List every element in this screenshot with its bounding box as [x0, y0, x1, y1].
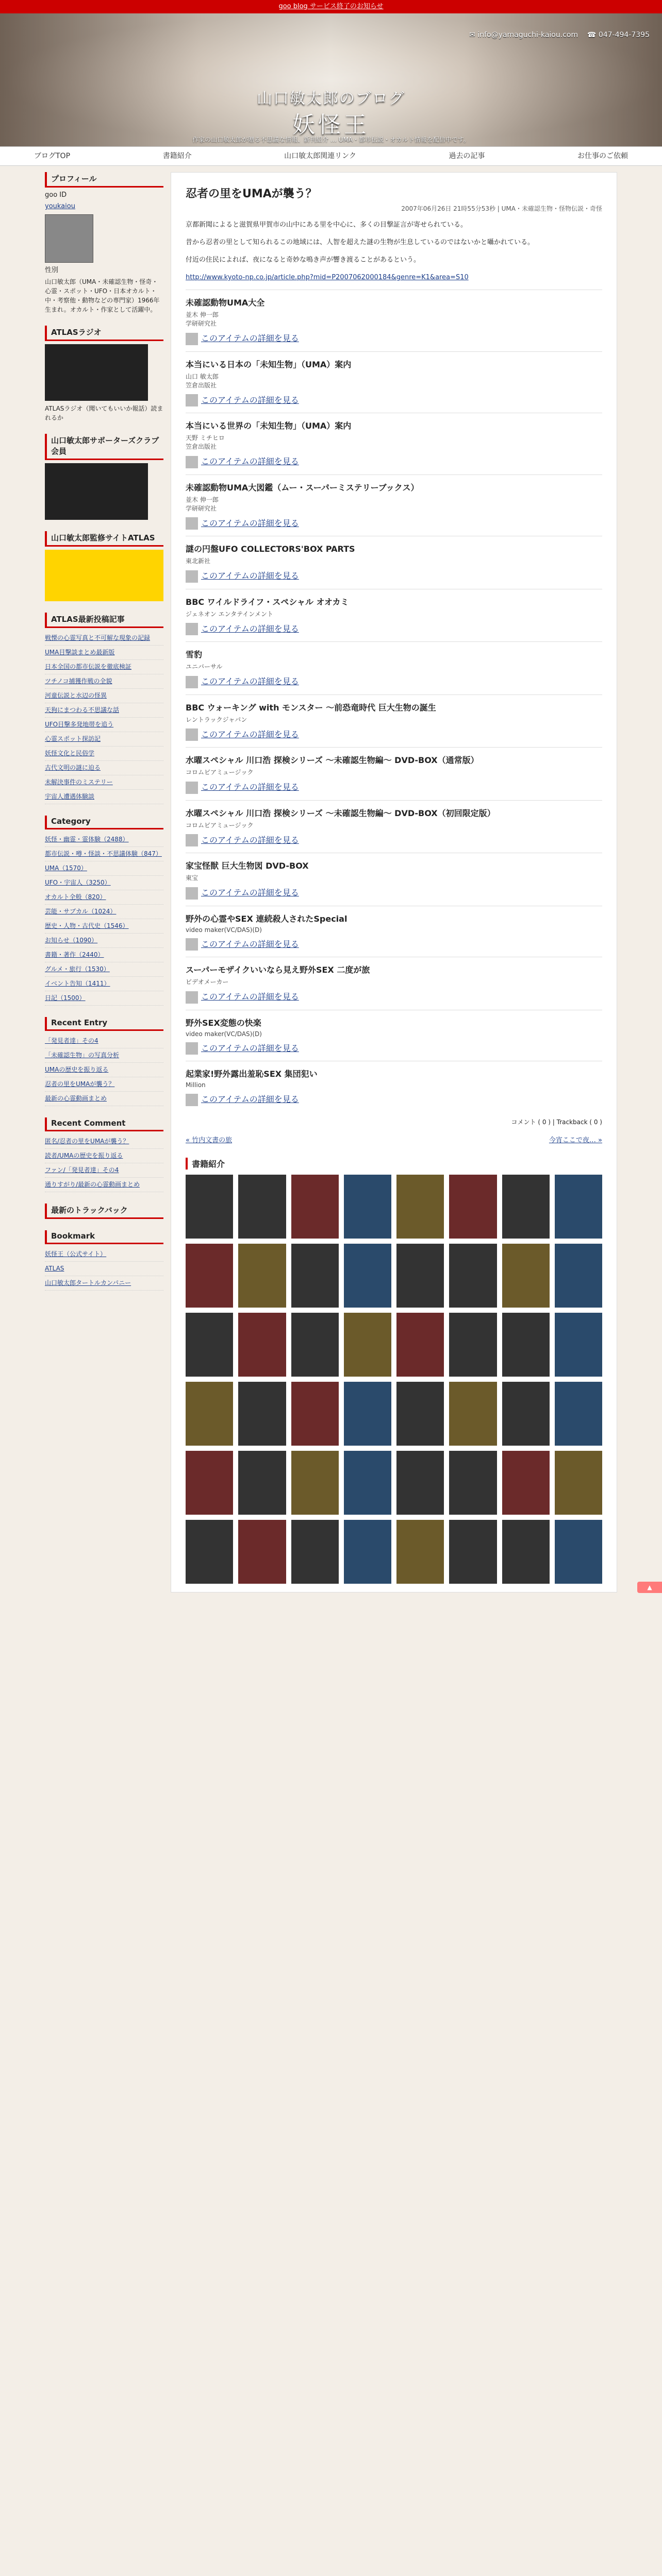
- recent-comment-heading: Recent Comment: [45, 1117, 163, 1131]
- book-cover[interactable]: [449, 1244, 496, 1308]
- list-item[interactable]: 天狗にまつわる不思議な話: [45, 703, 163, 718]
- book-cover[interactable]: [502, 1382, 550, 1446]
- book-cover[interactable]: [344, 1520, 391, 1584]
- list-item[interactable]: 忍者の里をUMAが襲う？: [45, 1077, 163, 1092]
- amazon-item-title[interactable]: BBC ワイルドライフ・スペシャル オオカミ: [186, 597, 349, 607]
- category-item[interactable]: 妖怪・幽霊・霊体験（2488）: [45, 833, 163, 847]
- amazon-item: [186, 800, 602, 853]
- recent-entry-box: [45, 1017, 163, 1106]
- mail-icon: ✉: [469, 31, 475, 39]
- recent-trackback-heading: 最新のトラックバック: [45, 1204, 163, 1219]
- book-cover[interactable]: [344, 1451, 391, 1515]
- supporters-banner[interactable]: [45, 463, 148, 520]
- book-cover[interactable]: [555, 1244, 602, 1308]
- thumbnail-icon: [186, 1042, 198, 1055]
- nav-books[interactable]: 書籍紹介: [162, 152, 192, 160]
- global-nav: [0, 147, 662, 166]
- category-list: [45, 833, 163, 1006]
- book-cover[interactable]: [291, 1313, 339, 1377]
- book-cover[interactable]: [291, 1382, 339, 1446]
- book-cover[interactable]: [238, 1520, 286, 1584]
- amazon-more-link[interactable]: このアイテムの詳細を見る: [201, 395, 299, 405]
- entry-title[interactable]: 忍者の里をUMAが襲う？: [186, 188, 317, 200]
- list-item[interactable]: 戦慄の心霊写真と不可解な現象の記録: [45, 631, 163, 646]
- blog-header: [0, 13, 662, 147]
- bookmark-list: [45, 1247, 163, 1291]
- amazon-item: [186, 853, 602, 906]
- profile-user[interactable]: youkaiou: [45, 202, 75, 210]
- next-entry-link[interactable]: 今宵ここで夜… »: [549, 1136, 602, 1144]
- amazon-item-publisher: ユニバーサル: [186, 663, 223, 670]
- list-item[interactable]: 読者/UMAの歴史を振り返る: [45, 1149, 163, 1163]
- avatar: [45, 214, 93, 263]
- atlas-site-box: [45, 531, 163, 601]
- category-item[interactable]: UMA（1570）: [45, 861, 163, 876]
- book-cover[interactable]: [238, 1382, 286, 1446]
- page-top-tab[interactable]: ▲: [637, 1582, 662, 1593]
- entry-paragraph: 京都新聞によると滋賀県甲賀市の山中にある里を中心に、多くの目撃証言が寄せられている。: [186, 221, 468, 229]
- list-item[interactable]: 河童伝説と水辺の怪異: [45, 689, 163, 703]
- amazon-more-link[interactable]: このアイテムの詳細を見る: [201, 888, 299, 897]
- list-item[interactable]: 未解決事件のミステリー: [45, 775, 163, 790]
- amazon-item: [186, 694, 602, 748]
- list-item[interactable]: 心霊スポット探訪記: [45, 732, 163, 747]
- thumbnail-icon: [186, 991, 198, 1004]
- book-cover[interactable]: [555, 1313, 602, 1377]
- book-cover[interactable]: [555, 1520, 602, 1584]
- list-item[interactable]: UMA目撃談まとめ最新版: [45, 646, 163, 660]
- amazon-item-publisher: コロムビアミュージック: [186, 769, 254, 776]
- book-cover[interactable]: [502, 1175, 550, 1239]
- amazon-item-title[interactable]: 水曜スペシャル 川口浩 探検シリーズ ～未確認生物編～ DVD-BOX（初回限定版）: [186, 808, 495, 818]
- book-cover[interactable]: [238, 1175, 286, 1239]
- content-wrap: [45, 172, 617, 1592]
- blog-title-sub: 山口敏太郎のブログ: [257, 90, 405, 108]
- category-box: [45, 816, 163, 1006]
- category-item[interactable]: 書籍・著作（2440）: [45, 948, 163, 962]
- book-cover[interactable]: [291, 1175, 339, 1239]
- blog-description: 作家の山口敏太郎が贈る不思議な情報、新刊紹介 … UMA・都市伝説・オカルト情報を配信中です。: [192, 136, 470, 143]
- amazon-item-author: 山口 敏太郎: [186, 372, 219, 380]
- category-item[interactable]: イベント告知（1411）: [45, 977, 163, 991]
- list-item[interactable]: 妖怪文化と民俗学: [45, 747, 163, 761]
- recent-comment-list: [45, 1134, 163, 1192]
- category-heading: Category: [45, 816, 163, 829]
- amazon-item: [186, 906, 602, 957]
- amazon-item-publisher: ジェネオン エンタテインメント: [186, 610, 273, 618]
- amazon-item: [186, 1010, 602, 1061]
- thumbnail-icon: [186, 570, 198, 583]
- category-item[interactable]: 歴史・人物・古代史（1546）: [45, 919, 163, 934]
- amazon-item-title[interactable]: 雪豹: [186, 650, 203, 659]
- profile-goo-id: goo ID: [45, 191, 67, 199]
- list-item[interactable]: 「未確認生物」の写真分析: [45, 1048, 163, 1063]
- atlas-radio-text: ATLASラジオ（聞いてもいいか報話）読まれるか: [45, 405, 163, 421]
- recent-entry-list: [45, 1034, 163, 1106]
- recent-trackback-box: [45, 1204, 163, 1219]
- amazon-item-publisher: 東北新社: [186, 557, 211, 565]
- nav-request[interactable]: お仕事のご依頼: [577, 152, 628, 160]
- thumbnail-icon: [186, 394, 198, 406]
- thumbnail-icon: [186, 1094, 198, 1106]
- list-item[interactable]: 日本全国の都市伝説を徹底検証: [45, 660, 163, 674]
- book-cover[interactable]: [396, 1451, 444, 1515]
- amazon-item-title[interactable]: 謎の円盤UFO COLLECTORS'BOX PARTS: [186, 544, 355, 554]
- book-cover[interactable]: [238, 1244, 286, 1308]
- header-contact: [469, 31, 650, 39]
- entry-meta: 2007年06月26日 21時55分53秒 | UMA・未確認生物・怪物伝説・奇怪: [401, 205, 602, 212]
- book-cover[interactable]: [186, 1382, 233, 1446]
- category-item[interactable]: 都市伝説・噂・怪談・不思議体験（847）: [45, 847, 163, 861]
- amazon-item-title[interactable]: 未確認動物UMA大図鑑（ムー・スーパーミステリーブックス）: [186, 482, 419, 493]
- amazon-more-link[interactable]: このアイテムの詳細を見る: [201, 1043, 299, 1053]
- book-cover[interactable]: [449, 1382, 496, 1446]
- category-item[interactable]: UFO・宇宙人（3250）: [45, 876, 163, 890]
- amazon-item-publisher: 笠倉出版社: [186, 443, 217, 450]
- book-cover[interactable]: [449, 1313, 496, 1377]
- book-cover[interactable]: [396, 1175, 444, 1239]
- entry-body: [186, 219, 602, 283]
- book-cover[interactable]: [449, 1451, 496, 1515]
- amazon-item-author: 並木 伸一郎: [186, 311, 219, 318]
- amazon-item: [186, 589, 602, 642]
- supporters-heading: 山口敏太郎サポーターズクラブ会員: [45, 434, 163, 460]
- amazon-item: [186, 957, 602, 1010]
- prev-entry-link[interactable]: « 竹内文書の旅: [186, 1136, 233, 1144]
- book-cover[interactable]: [344, 1313, 391, 1377]
- book-cover[interactable]: [555, 1451, 602, 1515]
- amazon-more-link[interactable]: このアイテムの詳細を見る: [201, 456, 299, 466]
- list-item[interactable]: ツチノコ捕獲作戦の全貌: [45, 674, 163, 689]
- recent-comment-box: [45, 1117, 163, 1192]
- book-cover[interactable]: [291, 1244, 339, 1308]
- amazon-more-link[interactable]: このアイテムの詳細を見る: [201, 333, 299, 343]
- amazon-list: [186, 290, 602, 1112]
- book-cover[interactable]: [238, 1451, 286, 1515]
- amazon-item-title[interactable]: 本当にいる世界の「未知生物」（UMA）案内: [186, 421, 352, 431]
- atlas-radio-box: [45, 326, 163, 422]
- list-item[interactable]: UFO目撃多発地帯を追う: [45, 718, 163, 732]
- amazon-more-link[interactable]: このアイテムの詳細を見る: [201, 518, 299, 528]
- thumbnail-icon: [186, 333, 198, 345]
- list-item[interactable]: 最新の心霊動画まとめ: [45, 1092, 163, 1106]
- amazon-item-publisher: 学研研究社: [186, 320, 217, 327]
- supporters-box: [45, 434, 163, 520]
- nav-blog-top[interactable]: ブログTOP: [34, 152, 71, 160]
- book-cover[interactable]: [555, 1175, 602, 1239]
- amazon-item-publisher: ビデオメーカー: [186, 978, 229, 986]
- amazon-item-publisher: 笠倉出版社: [186, 381, 217, 389]
- book-cover[interactable]: [396, 1244, 444, 1308]
- atlas-site-banner[interactable]: [45, 550, 163, 601]
- atlas-radio-heading: ATLASラジオ: [45, 326, 163, 341]
- ranking-list: [45, 631, 163, 804]
- book-cover[interactable]: [502, 1244, 550, 1308]
- list-item[interactable]: UMAの歴史を振り返る: [45, 1063, 163, 1077]
- amazon-more-link[interactable]: このアイテムの詳細を見る: [201, 939, 299, 949]
- amazon-item-author: 天野 ミチヒロ: [186, 434, 225, 442]
- amazon-item: [186, 413, 602, 474]
- thumbnail-icon: [186, 887, 198, 900]
- amazon-item-title[interactable]: 野外の心霊やSEX 連続殺人されたSpecial: [186, 913, 347, 924]
- thumbnail-icon: [186, 834, 198, 846]
- header-email[interactable]: info@yamaguchi-kaiou.com: [477, 31, 578, 39]
- list-item[interactable]: ATLAS: [45, 1262, 163, 1276]
- amazon-item-publisher: レントラックジャパン: [186, 716, 247, 723]
- amazon-item-title[interactable]: 野外SEX変態の快楽: [186, 1018, 261, 1028]
- profile-name-label: 性別: [45, 266, 59, 274]
- amazon-item: [186, 641, 602, 694]
- amazon-item-title[interactable]: 未確認動物UMA大全: [186, 298, 265, 308]
- source-link[interactable]: http://www.kyoto-np.co.jp/article.php?mid=P2007062000184&genre=K1&area=S10: [186, 274, 469, 281]
- header-tel: 047-494-7395: [598, 31, 650, 39]
- thumbnail-icon: [186, 728, 198, 741]
- amazon-item: [186, 474, 602, 536]
- amazon-item-title[interactable]: BBC ウォーキング with モンスター ～前恐竜時代 巨大生物の誕生: [186, 702, 436, 713]
- bookmark-box: [45, 1230, 163, 1291]
- amazon-more-link[interactable]: このアイテムの詳細を見る: [201, 1094, 299, 1104]
- entry-footer[interactable]: コメント ( 0 ) | Trackback ( 0 ): [511, 1118, 602, 1126]
- atlas-radio-banner[interactable]: [45, 344, 148, 401]
- list-item[interactable]: 「発見者達」その4: [45, 1034, 163, 1048]
- nav-links[interactable]: 山口敏太郎関連リンク: [284, 152, 356, 160]
- book-cover[interactable]: [344, 1175, 391, 1239]
- amazon-item-title[interactable]: 本当にいる日本の「未知生物」（UMA）案内: [186, 359, 352, 369]
- profile-description: 山口敏太郎（UMA・未確認生物・怪奇・心霊・スポット・UFO・日本オカルト・中・考察他・動物などの専門家）1966年生まれ。オカルト・作家として活躍中。: [45, 278, 160, 313]
- amazon-item-publisher: 学研研究社: [186, 504, 217, 512]
- amazon-item: [186, 351, 602, 413]
- book-cover[interactable]: [396, 1313, 444, 1377]
- book-cover[interactable]: [291, 1520, 339, 1584]
- thumbnail-icon: [186, 782, 198, 794]
- sidebar: [45, 172, 163, 1592]
- book-cover[interactable]: [186, 1244, 233, 1308]
- amazon-item-publisher: video maker(VC/DAS)(D): [186, 926, 262, 934]
- list-item[interactable]: 古代文明の謎に迫る: [45, 761, 163, 775]
- book-cover[interactable]: [396, 1520, 444, 1584]
- amazon-more-link[interactable]: このアイテムの詳細を見る: [201, 782, 299, 792]
- book-cover[interactable]: [186, 1520, 233, 1584]
- amazon-item-publisher: Million: [186, 1081, 206, 1089]
- list-item[interactable]: 妖怪王（公式サイト）: [45, 1247, 163, 1262]
- amazon-item-title[interactable]: 家宝怪獣 巨大生物図 DVD-BOX: [186, 861, 309, 871]
- amazon-more-link[interactable]: このアイテムの詳細を見る: [201, 571, 299, 581]
- thumbnail-icon: [186, 938, 198, 951]
- list-item[interactable]: ファン/「発見者達」その4: [45, 1163, 163, 1178]
- amazon-item: [186, 1061, 602, 1112]
- thumbnail-icon: [186, 623, 198, 635]
- atlas-site-heading: 山口敏太郎監修サイトATLAS: [45, 531, 163, 547]
- blog-title[interactable]: 妖怪王: [292, 112, 370, 138]
- amazon-item-publisher: コロムビアミュージック: [186, 821, 254, 829]
- amazon-item-publisher: 東宝: [186, 874, 198, 882]
- book-grid: [186, 1175, 602, 1584]
- goo-service-notice-bar[interactable]: [0, 0, 662, 13]
- book-cover[interactable]: [186, 1175, 233, 1239]
- books-heading: 書籍紹介: [186, 1158, 602, 1170]
- book-cover[interactable]: [291, 1451, 339, 1515]
- amazon-item-author: 並木 伸一郎: [186, 496, 219, 503]
- amazon-item: [186, 536, 602, 589]
- category-item[interactable]: 日記（1500）: [45, 991, 163, 1006]
- profile-box: [45, 172, 163, 314]
- ranking-box: [45, 613, 163, 804]
- entry-paragraph: 昔から忍者の里として知られるこの地域には、人智を超えた謎の生物が生息しているのではないかと囁かれている。: [186, 239, 535, 246]
- book-cover[interactable]: [396, 1382, 444, 1446]
- thumbnail-icon: [186, 676, 198, 688]
- nav-archives[interactable]: 過去の記事: [449, 152, 485, 160]
- thumbnail-icon: [186, 517, 198, 530]
- amazon-more-link[interactable]: このアイテムの詳細を見る: [201, 992, 299, 1002]
- list-item[interactable]: 宇宙人遭遇体験談: [45, 790, 163, 804]
- book-cover[interactable]: [502, 1451, 550, 1515]
- list-item[interactable]: 山口敏太郎タートルカンパニー: [45, 1276, 163, 1291]
- amazon-item: [186, 747, 602, 800]
- goo-service-notice-link[interactable]: goo blog サービス終了のお知らせ: [278, 3, 384, 10]
- amazon-item-publisher: video maker(VC/DAS)(D): [186, 1030, 262, 1038]
- book-cover[interactable]: [186, 1313, 233, 1377]
- book-cover[interactable]: [344, 1382, 391, 1446]
- amazon-item-title[interactable]: 起業家!野外露出羞恥SEX 集団犯い: [186, 1069, 318, 1079]
- bookmark-heading: Bookmark: [45, 1230, 163, 1244]
- category-item[interactable]: オカルト全般（820）: [45, 890, 163, 905]
- category-item[interactable]: お知らせ（1090）: [45, 934, 163, 948]
- book-cover[interactable]: [502, 1313, 550, 1377]
- amazon-more-link[interactable]: このアイテムの詳細を見る: [201, 676, 299, 686]
- pager: [186, 1134, 602, 1144]
- book-cover[interactable]: [502, 1520, 550, 1584]
- book-cover[interactable]: [186, 1451, 233, 1515]
- ranking-heading: ATLAS最新投稿記事: [45, 613, 163, 628]
- main-content: [171, 172, 617, 1592]
- amazon-item-title[interactable]: 水曜スペシャル 川口浩 探検シリーズ ～未確認生物編～ DVD-BOX（通常版）: [186, 755, 479, 765]
- amazon-more-link[interactable]: このアイテムの詳細を見る: [201, 835, 299, 845]
- list-item[interactable]: 匿名/忍者の里をUMAが襲う？: [45, 1134, 163, 1149]
- amazon-item-title[interactable]: スーパーモザイクいいなら見え野外SEX 二度が旅: [186, 965, 370, 975]
- amazon-more-link[interactable]: このアイテムの詳細を見る: [201, 729, 299, 739]
- category-item[interactable]: グルメ・旅行（1530）: [45, 962, 163, 977]
- book-cover[interactable]: [344, 1244, 391, 1308]
- recent-entry-heading: Recent Entry: [45, 1017, 163, 1031]
- category-item[interactable]: 芸能・サブカル（1024）: [45, 905, 163, 919]
- thumbnail-icon: [186, 456, 198, 468]
- book-cover[interactable]: [449, 1175, 496, 1239]
- books-section: [186, 1158, 602, 1584]
- phone-icon: ☎: [587, 31, 597, 39]
- book-cover[interactable]: [238, 1313, 286, 1377]
- book-cover[interactable]: [555, 1382, 602, 1446]
- profile-heading: プロフィール: [45, 172, 163, 188]
- list-item[interactable]: 通りすがり/最新の心霊動画まとめ: [45, 1178, 163, 1192]
- book-cover[interactable]: [449, 1520, 496, 1584]
- entry-paragraph: 付近の住民によれば、夜になると奇妙な鳴き声が響き渡ることがあるという。: [186, 256, 421, 264]
- amazon-more-link[interactable]: このアイテムの詳細を見る: [201, 623, 299, 634]
- amazon-item: [186, 290, 602, 351]
